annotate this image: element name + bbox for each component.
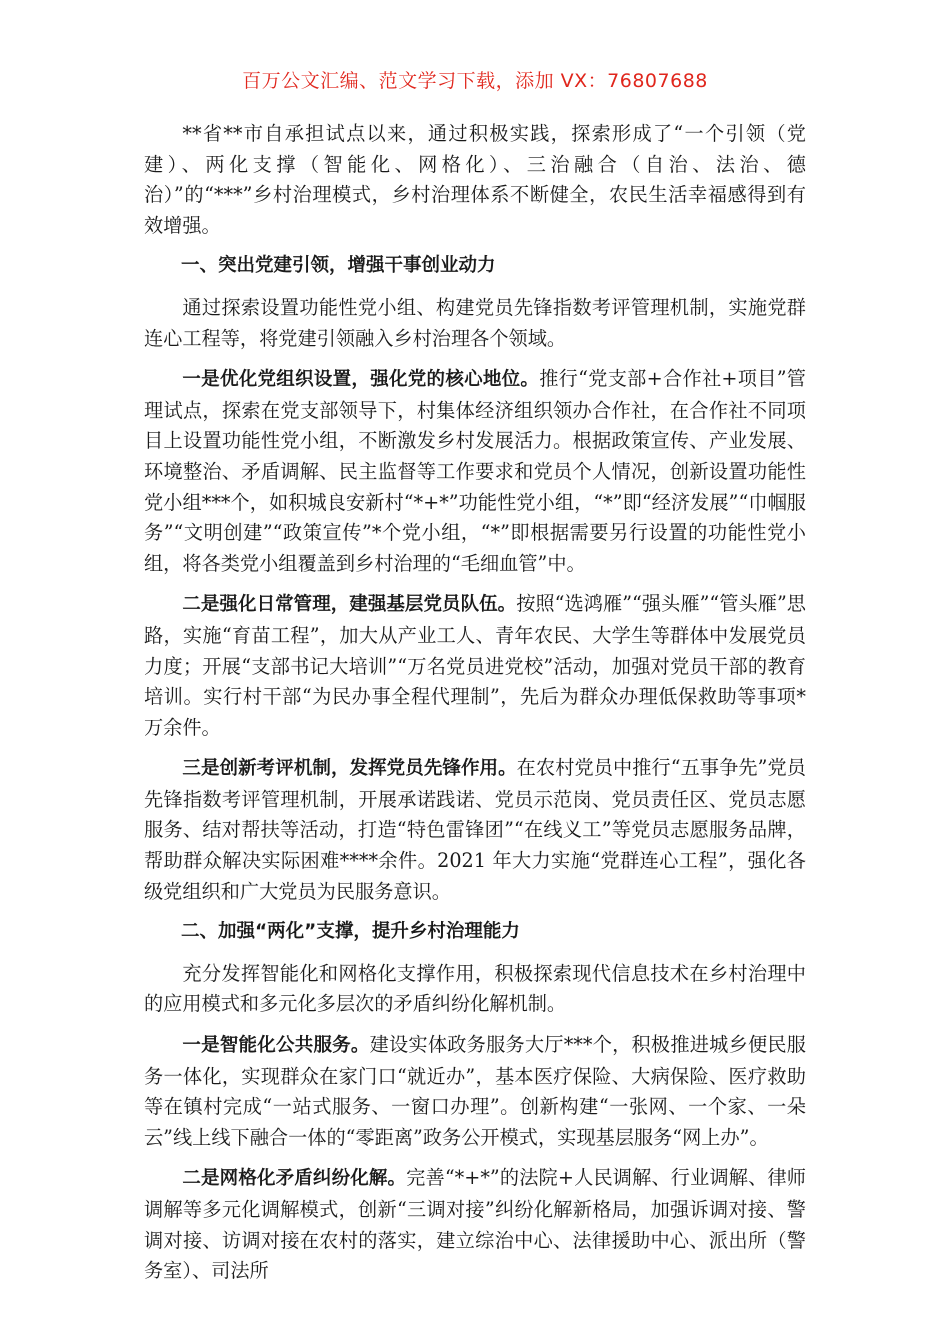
section-1-item-2 bbox=[144, 589, 806, 743]
section-2-summary: 充分发挥智能化和网格化支撑作用，积极探索现代信息技术在乡村治理中的应用模式和多元化多层次的矛盾纠纷化解机制。 bbox=[144, 961, 806, 1016]
item-lead: 一是智能化公共服务。 bbox=[182, 1035, 370, 1057]
item-text: 按照“选鸿雁”“强头雁”“管头雁”思路，实施“育苗工程”，加大从产业工人、青年农民、大学生等群体中发展党员力度；开展“支部书记大培训”“万名党员进党校”活动，加强对党员干部的教育培训。实行村干部“为民办事全程代理制”，先后为群众办理低保救助等事项*万余件。 bbox=[144, 592, 806, 739]
section-2-item-1 bbox=[144, 1030, 806, 1153]
item-lead: 二是网格化矛盾纠纷化解。 bbox=[182, 1168, 407, 1190]
section-2-item-2 bbox=[144, 1163, 806, 1286]
item-text: 完善“*+*”的法院+人民调解、行业调解、律师调解等多元化调解模式，创新“三调对接”纠纷化解新格局，加强诉调对接、警调对接、访调对接在农村的落实，建立综治中心、法律援助中心、派出所（警务室）、司法所 bbox=[144, 1166, 806, 1283]
item-text: 建设实体政务服务大厅***个，积极推进城乡便民服务一体化，实现群众在家门口“就近办”，基本医疗保险、大病保险、医疗救助等在镇村完成“一站式服务、一窗口办理”。创新构建“一张网、一个家、一朵云”线上线下融合一体的“零距离”政务公开模式，实现基层服务“网上办”。 bbox=[144, 1033, 806, 1149]
header-banner: 百万公文汇编、范文学习下载，添加 VX：76807688 bbox=[242, 70, 708, 92]
item-text: 推行“党支部+合作社+项目”管理试点，探索在党支部领导下，村集体经济组织领办合作社，在合作社不同项目上设置功能性党小组，不断激发乡村发展活力。根据政策宣传、产业发展、环境整治、矛盾调解、民主监督等工作要求和党员个人情况，创新设置功能性党小组***个，如积城良安新村“*+*”功能性党小组，“*”即“经济发展”“巾帼服务”“文明创建”“政策宣传”*个党小组，“*”即根据需要另行设置的功能性党小组，将各类党小组覆盖到乡村治理的“毛细血管”中。 bbox=[144, 367, 806, 575]
item-text: 在农村党员中推行“五事争先”党员先锋指数考评管理机制，开展承诺践诺、党员示范岗、党员责任区、党员志愿服务、结对帮扶等活动，打造“特色雷锋团”“在线义工”等党员志愿服务品牌，帮助群众解决实际困难****余件。2021 年大力实施“党群连心工程”，强化各级党组织和广大党员为民服务意识。 bbox=[144, 756, 806, 903]
section-2-heading: 二、加强“两化”支撑，提升乡村治理能力 bbox=[181, 921, 520, 943]
item-lead: 二是强化日常管理，建强基层党员队伍。 bbox=[182, 594, 517, 616]
document-body bbox=[144, 119, 806, 1297]
section-1-item-3 bbox=[144, 753, 806, 907]
item-lead: 三是创新考评机制，发挥党员先锋作用。 bbox=[182, 758, 517, 780]
section-1-heading: 一、突出党建引领，增强干事创业动力 bbox=[181, 255, 496, 277]
section-1-summary: 通过探索设置功能性党小组、构建党员先锋指数考评管理机制，实施党群连心工程等，将党建引领融入乡村治理各个领域。 bbox=[144, 295, 806, 350]
intro-paragraph: **省**市自承担试点以来，通过积极实践，探索形成了“一个引领（党建）、两化支撑（智能化、网格化）、三治融合（自治、法治、德治）”的“***”乡村治理模式，乡村治理体系不断健全，农民生活幸福感得到有效增强。 bbox=[144, 122, 806, 237]
section-1-item-1 bbox=[144, 364, 806, 579]
item-lead: 一是优化党组织设置，强化党的核心地位。 bbox=[182, 369, 540, 391]
